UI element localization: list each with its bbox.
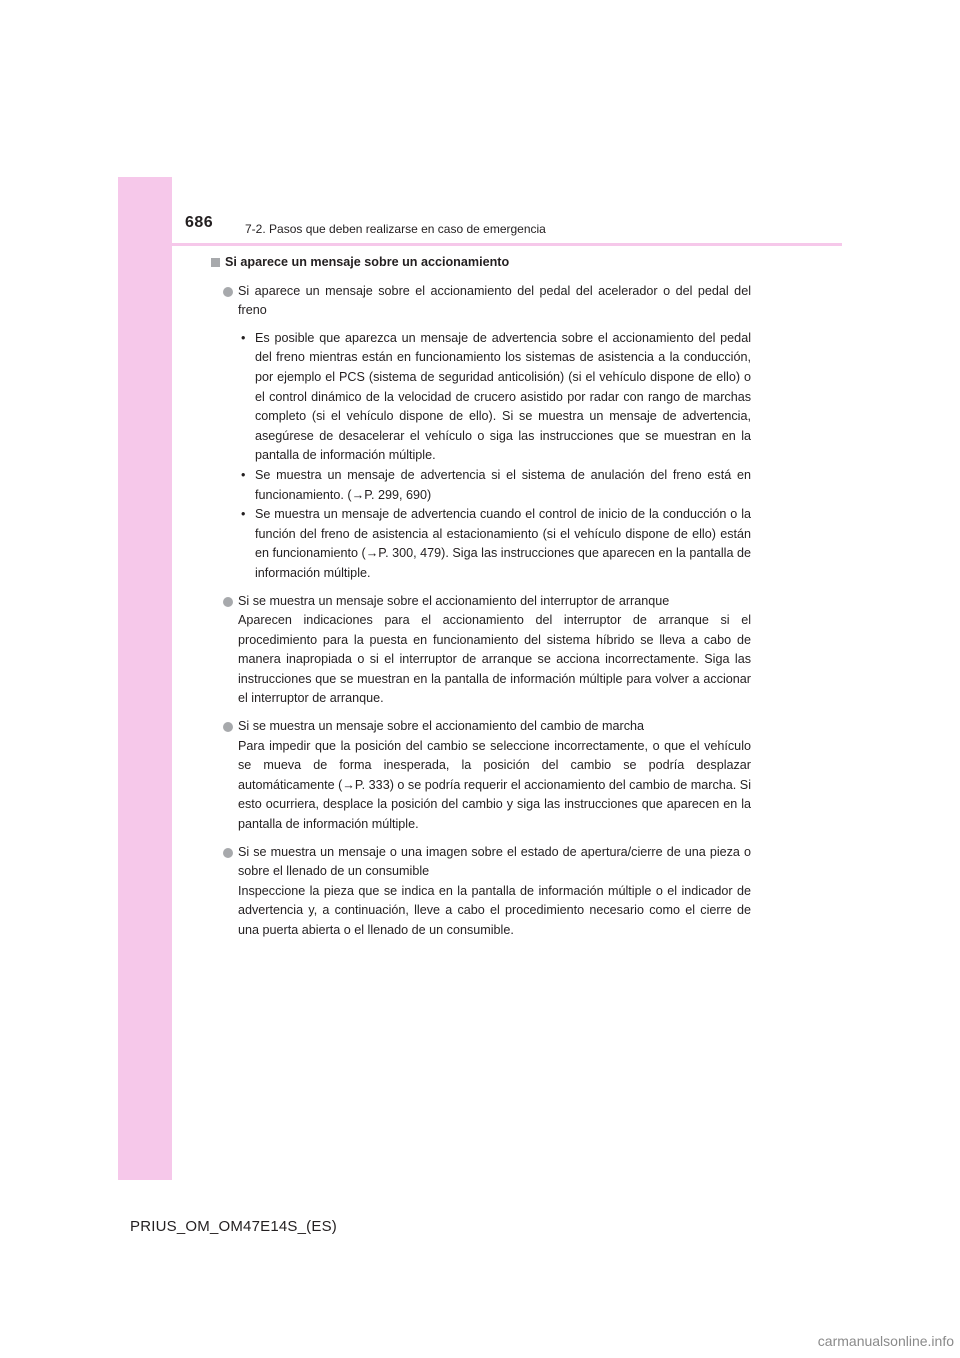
bullet-title: Si se muestra un mensaje sobre el accionamiento del cambio de marcha xyxy=(238,719,645,734)
section-heading xyxy=(211,253,751,273)
bullet-title: Si aparece un mensaje sobre el accionamiento del pedal del acelerador o del pedal del freno xyxy=(238,283,751,318)
watermark: carmanualsonline.info xyxy=(817,1333,954,1349)
list-item xyxy=(211,592,751,710)
main-content xyxy=(211,253,751,949)
sub-list-item xyxy=(238,329,751,466)
dot-bullet-icon: • xyxy=(241,330,246,345)
bullet-body: Para impedir que la posición del cambio se seleccione incorrectamente, o que el vehículo se mueva de forma inesperada, la posición del cambio se podría desplazar automáticamente (→P. 333) o se podría requerir el accionamiento del cambio de marcha. Si esto ocurriera, desplace la posición del cambio y siga las instrucciones que aparecen en la pantalla de información múltiple. xyxy=(238,738,751,832)
bullet-title: Si se muestra un mensaje o una imagen sobre el estado de apertura/cierre de una pieza o sobre el llenado de un consumible xyxy=(238,844,751,879)
section-title: 7-2. Pasos que deben realizarse en caso de emergencia xyxy=(245,222,546,236)
section-heading-text: Si aparece un mensaje sobre un accionamiento xyxy=(225,255,510,269)
sub-list-item xyxy=(238,505,751,583)
header-rule xyxy=(118,243,842,246)
document-code: PRIUS_OM_OM47E14S_(ES) xyxy=(130,1218,337,1235)
circle-bullet-icon xyxy=(223,722,233,732)
list-item xyxy=(211,282,751,584)
sub-list-text: Es posible que aparezca un mensaje de advertencia sobre el accionamiento del pedal del freno mientras están en funcionamiento los sistemas de asistencia a la conducción, por ejemplo el PCS (sistema de seguridad anticolisión) (si el vehículo dispone de ello) o el control dinámico de la velocidad de crucero asistido por radar con rango de marchas completo (si el vehículo dispone de ello). Si se muestra un mensaje de advertencia, asegúrese de desacelerar el vehículo o siga las instrucciones que se muestran en la pantalla de información múltiple. xyxy=(255,330,751,463)
circle-bullet-icon xyxy=(223,848,233,858)
sub-list-item xyxy=(238,466,751,505)
dot-bullet-icon: • xyxy=(241,467,246,482)
sub-list-text: Se muestra un mensaje de advertencia cuando el control de inicio de la conducción o la función del freno de asistencia al estacionamiento (si el vehículo dispone de ello) están en funcionamiento (→P. 300, 479). Siga las instrucciones que aparecen en la pantalla de información múltiple. xyxy=(255,507,751,580)
bullet-body: Aparecen indicaciones para el accionamiento del interruptor de arranque si el procedimiento para la puesta en funcionamiento del sistema híbrido se lleva a cabo de manera inapropiada o si el interruptor de arranque se acciona incorrectamente. Siga las instrucciones que se muestran en la pantalla de información múltiple para volver a accionar el interruptor de arranque. xyxy=(238,613,751,706)
bullet-title: Si se muestra un mensaje sobre el accionamiento del interruptor de arranque xyxy=(238,593,670,608)
dot-bullet-icon: • xyxy=(241,507,246,522)
sidebar-color-band xyxy=(118,177,172,1180)
square-bullet-icon xyxy=(211,258,220,267)
list-item xyxy=(211,843,751,941)
circle-bullet-icon xyxy=(223,287,233,297)
page-number: 686 xyxy=(185,214,214,231)
bullet-body: Inspeccione la pieza que se indica en la pantalla de información múltiple o el indicador de advertencia y, a continuación, lleve a cabo el procedimiento necesario como el cierre de una puerta abierta o el llenado de un consumible. xyxy=(238,883,751,937)
sub-list-text: Se muestra un mensaje de advertencia si el sistema de anulación del freno está en funcionamiento. (→P. 299, 690) xyxy=(255,467,751,502)
sub-list xyxy=(238,329,751,584)
circle-bullet-icon xyxy=(223,597,233,607)
list-item xyxy=(211,717,751,835)
